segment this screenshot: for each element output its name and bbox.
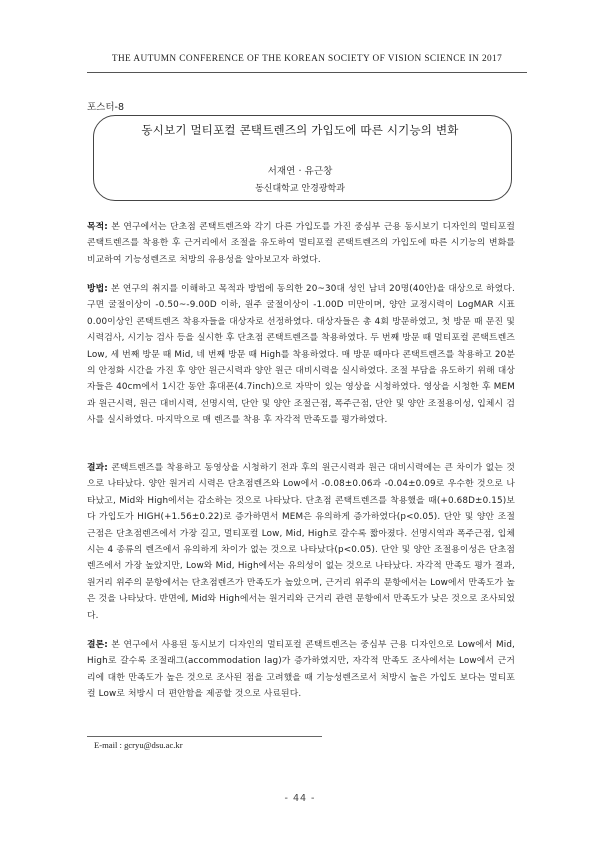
page-number: - 44 - <box>284 793 316 804</box>
poster-label: 포스터-8 <box>87 102 125 113</box>
section-purpose <box>87 219 515 268</box>
section-text: 본 연구에서 사용된 동시보기 디자인의 멀티포컬 콘택트렌즈는 중심부 근용 디자인으로 Low에서 Mid, High로 갈수록 조절래그(accommodation lag)가 증가하였지만, 자각적 만족도 조사에서는 Low에서 근거리에 대한 만족도가 높은 것으로 조사된 점을 고려했을 때 기능성렌즈로서 처방시 높은 가입도 보다는 멀티포컬 Low로 처방시 더 편안함을 제공할 것으로 사료된다. <box>87 640 515 700</box>
footnote-divider <box>87 736 322 737</box>
paper-title: 동시보기 멀티포컬 콘택트렌즈의 가입도에 따른 시기능의 변화 <box>141 123 459 137</box>
section-heading: 결론: <box>87 640 108 650</box>
section-heading: 방법: <box>87 284 108 294</box>
section-method <box>87 281 515 429</box>
section-conclusion <box>87 637 515 703</box>
section-results <box>87 460 515 624</box>
header-divider <box>87 72 527 73</box>
section-text: 본 연구의 취지를 이해하고 목적과 방법에 동의한 20~30대 성인 남녀 20명(40안)을 대상으로 하였다. 구면 굴절이상이 -0.50~-9.00D 이하, 원주 굴절이상이 -1.00D 미만이며, 양안 교정시력이 LogMAR 시표 0.00이상인 콘택트렌즈 착용자들을 대상자로 선정하였다. 대상자들은 총 4회 방문하였고, 첫 방문 때 문진 및 시력검사, 시기능 검사 등을 실시한 후 단초점 콘택트렌즈를 착용하였다. 두 번째 방문 때 멀티포컬 콘택트렌즈 Low, 세 번째 방문 때 Mid, 네 번째 방문 때 High를 착용하였다. 매 방문 때마다 콘택트렌즈를 착용하고 20분의 안정화 시간을 가진 후 양안 원근시력과 양안 원근 대비시력을 실시하였다. 조절 부담을 유도하기 위해 대상자들은 40cm에서 1시간 동안 휴대폰(4.7inch)으로 자막이 있는 영상을 시청하였다. 영상을 시청한 후 MEM과 원근시력, 원근 대비시력, 선명시역, 단안 및 양안 조절근점, 폭주근점, 단안 및 양안 조절용이성, 입체시 검사를 실시하였다. 마지막으로 매 렌즈를 착용 후 자각적 만족도를 평가하였다. <box>87 284 515 426</box>
conference-header: THE AUTUMN CONFERENCE OF THE KOREAN SOCIETY OF VISION SCIENCE IN 2017 <box>111 54 503 64</box>
section-text: 본 연구에서는 단초점 콘택트렌즈와 각기 다른 가입도를 가진 중심부 근용 동시보기 디자인의 멀티포컬 콘택트렌즈를 착용한 후 근거리에서 조절을 유도하여 멀티포컬 콘택트렌즈의 가입도에 따른 시기능의 변화를 비교하여 기능성렌즈로 처방의 유용성을 알아보고자 하였다. <box>87 222 515 265</box>
authors: 서재연 · 유근창 <box>267 166 333 177</box>
affiliation: 동신대학교 안경광학과 <box>255 184 345 194</box>
section-heading: 결과: <box>87 463 108 473</box>
email-footnote: E-mail : gcryu@dsu.ac.kr <box>94 740 183 750</box>
section-heading: 목적: <box>87 222 108 232</box>
section-text: 콘택트렌즈를 착용하고 동영상을 시청하기 전과 후의 원근시력과 원근 대비시력에는 큰 차이가 없는 것으로 나타났다. 양안 원거리 시력은 단초점렌즈와 Low에서 -0.08±0.06과 -0.04±0.09로 우수한 것으로 나타났고, Mid와 High에서는 감소하는 것으로 나타났다. 단초점 콘택트렌즈를 착용했을 때(+0.68D±0.15)보다 가입도가 HIGH(+1.56±0.22)로 증가하면서 MEM은 유의하게 증가하였다(p<0.05). 단안 및 양안 조절근점은 단초점렌즈에서 가장 길고, 멀티포컬 Low, Mid, High로 갈수록 짧아졌다. 선명시역과 폭주근점, 입체시는 4 종류의 렌즈에서 유의하게 차이가 없는 것으로 나타났다(p<0.05). 단안 및 양안 조절용이성은 단초점렌즈에서 가장 높았지만, Low와 Mid, High에서는 유의성이 없는 것으로 나타났다. 자각적 만족도 평가 결과, 원거리 위주의 문항에서는 단초점렌즈가 만족도가 높았으며, 근거리 위주의 문항에서는 Low에서 만족도가 높은 것을 나타났다. 반면에, Mid와 High에서는 원거리와 근거리 관련 문항에서 만족도가 낮은 것으로 조사되었다. <box>87 463 515 621</box>
